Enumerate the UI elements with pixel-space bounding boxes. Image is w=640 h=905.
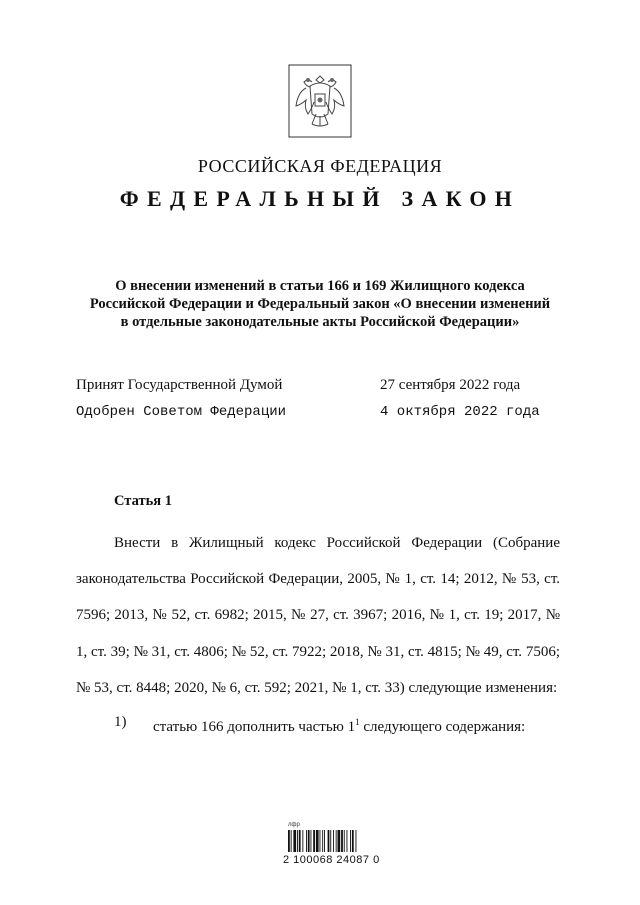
barcode-number: 2 100068 24087 0 xyxy=(283,854,380,866)
law-title xyxy=(60,277,580,331)
barcode-bar xyxy=(352,830,354,852)
law-title-line: Российской Федерации и Федеральный закон «О внесении изменений xyxy=(89,296,551,312)
coat-of-arms-emblem xyxy=(288,64,352,138)
barcode-bar xyxy=(330,830,331,852)
barcode-bar xyxy=(324,830,325,852)
item-number: 1) xyxy=(114,714,127,731)
article-item xyxy=(76,704,560,740)
barcode-bar xyxy=(291,830,292,852)
barcode-bar xyxy=(316,830,319,852)
item-text xyxy=(153,704,525,745)
barcode-bar xyxy=(297,830,298,852)
barcode-bar xyxy=(347,830,348,852)
barcode-bar xyxy=(322,830,323,852)
law-title-line: О внесении изменений в статьи 166 и 169 Жилищного кодекса xyxy=(115,278,525,294)
barcode-bar xyxy=(350,830,351,852)
article-body xyxy=(76,525,560,740)
barcode-bar xyxy=(293,830,296,852)
barcode-bar xyxy=(313,830,315,852)
item-text-before: статью 166 дополнить частью 1 xyxy=(153,719,356,736)
item-superscript: 1 xyxy=(355,717,360,728)
barcode-bar xyxy=(338,830,341,852)
barcode-bar xyxy=(328,830,330,852)
barcode-bar xyxy=(299,830,301,852)
barcode-bar xyxy=(288,830,290,852)
law-title-line: в отдельные законодательные акты Российской Федерации» xyxy=(120,314,520,330)
barcode xyxy=(280,818,390,878)
duma-label: Принят Государственной Думой xyxy=(76,377,283,393)
duma-date: 27 сентября 2022 года xyxy=(380,377,521,393)
council-label: Одобрен Советом Федерации xyxy=(76,404,287,420)
article-paragraph: Внести в Жилищный кодекс Российской Федерации (Собрание законодательства Российской Федерации, 2005, № 1, ст. 14; 2012, № 53, ст. 7596; 2013, № 52, ст. 6982; 2015, № 27, ст. 3967; 2016, № 1, ст. 19; 2017, № 1, ст. 39; № 31, ст. 4806; № 52, ст. 7922; 2018, № 31, ст. 4815; № 49, ст. 7506; № 53, ст. 8448; 2020, № 6, ст. 592; 2021, № 1, ст. 33) следующие изменения: xyxy=(76,535,560,696)
barcode-bar xyxy=(333,830,334,852)
council-date: 4 октября 2022 года xyxy=(380,404,540,420)
barcode-bar xyxy=(336,830,337,852)
barcode-bar xyxy=(311,830,312,852)
item-text-after: следующего содержания: xyxy=(359,719,526,736)
barcode-bar xyxy=(344,830,345,852)
barcode-bar xyxy=(320,830,321,852)
barcode-bar xyxy=(356,830,357,852)
barcode-stamp: лфр xyxy=(288,822,300,828)
barcode-bar xyxy=(341,830,343,852)
country-name: РОССИЙСКАЯ ФЕДЕРАЦИЯ xyxy=(197,156,443,176)
article-heading: Статья 1 xyxy=(114,493,172,509)
document-type: ФЕДЕРАЛЬНЫЙ ЗАКОН xyxy=(119,186,521,211)
barcode-bar xyxy=(308,830,310,852)
barcode-bar xyxy=(302,830,303,852)
barcode-bar xyxy=(306,830,307,852)
